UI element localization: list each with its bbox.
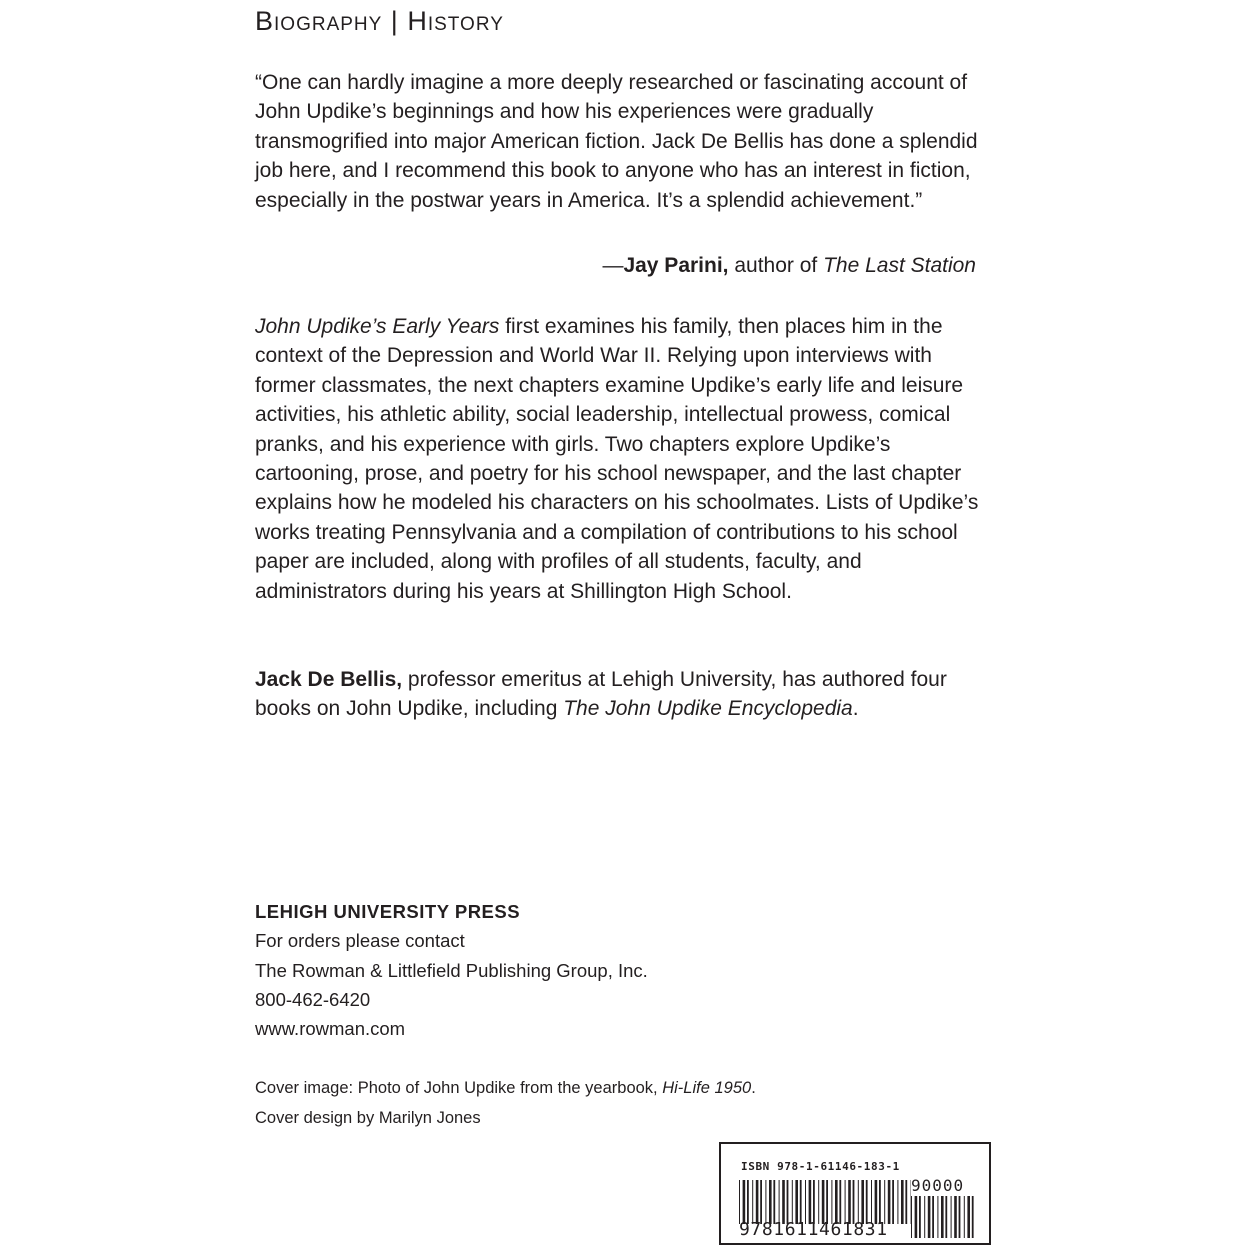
barcode-bar: [892, 1180, 894, 1224]
barcode-bar: [760, 1180, 762, 1224]
barcode-bar: [875, 1180, 878, 1224]
author-bio-text: professor emeritus at Lehigh University, has authored four books on John Updike, including: [255, 668, 947, 721]
author-book-title: The John Updike Encyclopedia: [563, 697, 853, 721]
barcode-bar: [897, 1180, 898, 1224]
endorser-name: Jay Parini,: [623, 254, 729, 277]
barcode-bar: [822, 1180, 825, 1224]
barcode-bar: [911, 1196, 912, 1238]
barcode-bar: [972, 1196, 974, 1238]
barcode-bar: [937, 1196, 938, 1238]
endorser-role: author of: [728, 254, 824, 277]
author-bio: [255, 665, 985, 724]
category-heading: Biography | History: [255, 6, 504, 36]
barcode-addon-bars: [911, 1196, 977, 1238]
barcode-bar: [967, 1196, 970, 1238]
publisher-block: [255, 897, 648, 1043]
barcode-bar: [848, 1180, 851, 1224]
barcode-bar: [932, 1196, 934, 1238]
barcode-bar: [756, 1180, 759, 1224]
barcode-bar: [941, 1196, 944, 1238]
cover-image-credit: [255, 1074, 756, 1104]
description-text: first examines his family, then places him in the context of the Depression and World War II. Relying upon interviews with former classmates, the next chapters examine Updike’s early life and leisure activities, his athletic ability, social leadership, intellectual prowess, comical pranks, and his experience with girls. Two chapters explore Updike’s cartooning, prose, and poetry for his school newspaper, and the last chapter explains how he modeled his characters on his schoolmates. Lists of Updike’s works treating Pennsylvania and a compilation of contributions to his school paper are included, along with profiles of all students, faculty, and administrators during his years at Shillington High School.: [255, 315, 979, 603]
barcode-bar: [888, 1180, 891, 1224]
barcode-bar: [813, 1180, 815, 1224]
barcode-bar: [739, 1180, 740, 1224]
barcode-bar: [861, 1180, 864, 1224]
barcode-bar: [915, 1196, 918, 1238]
distributor-name: The Rowman & Littlefield Publishing Group, Inc.: [255, 959, 648, 981]
cover-image-credit-text: Cover image: Photo of John Updike from the yearbook,: [255, 1079, 663, 1097]
barcode-bar: [773, 1180, 775, 1224]
quote-text: “One can hardly imagine a more deeply researched or fascinating account of John Updike’s beginnings and how his experiences were gradually transmogrified into major American fiction. Jack De Bellis has done a splendid job here, and I recommend this book to anyone who has an interest in fiction, especially in the postwar years in America. It’s a splendid achievement.”: [255, 71, 978, 212]
attribution-dash: —: [602, 254, 624, 277]
cover-image-source: Hi-Life 1950: [662, 1079, 752, 1097]
barcode-bar: [769, 1180, 772, 1224]
barcode-bar: [795, 1180, 798, 1224]
barcode-bar: [800, 1180, 802, 1224]
barcode-bar: [818, 1180, 819, 1224]
barcode-bar: [752, 1180, 753, 1224]
author-bio-end: .: [852, 697, 859, 721]
author-name: Jack De Bellis,: [255, 668, 403, 691]
barcode-bar: [951, 1196, 952, 1238]
barcode-bar: [905, 1180, 907, 1224]
barcode-bar: [879, 1180, 881, 1224]
book-title: John Updike’s Early Years: [255, 315, 500, 338]
barcode-bar: [858, 1180, 859, 1224]
cover-design-credit: Cover design by Marilyn Jones: [255, 1108, 481, 1127]
barcode-bar: [782, 1180, 785, 1224]
website: www.rowman.com: [255, 1018, 406, 1040]
barcode-bar: [809, 1180, 812, 1224]
addon-digits: 90000: [911, 1176, 965, 1195]
barcode-box: [719, 1142, 991, 1245]
barcode-bar: [779, 1180, 780, 1224]
ean-digits: 9781611461831: [739, 1219, 888, 1240]
book-description: [255, 312, 985, 606]
barcode-bar: [805, 1180, 806, 1224]
cover-image-credit-end: .: [751, 1079, 756, 1097]
endorser-work: The Last Station: [823, 254, 976, 277]
barcode-bar: [743, 1180, 746, 1224]
endorsement-attribution: [602, 254, 976, 278]
barcode-main-bars: [739, 1180, 911, 1224]
barcode-bar: [901, 1180, 904, 1224]
barcode-bar: [853, 1180, 855, 1224]
barcode-bar: [765, 1180, 766, 1224]
publisher-name: LEHIGH UNIVERSITY PRESS: [255, 901, 521, 922]
barcode-bar: [954, 1196, 957, 1238]
barcode-bar: [826, 1180, 828, 1224]
barcode-bar: [845, 1180, 846, 1224]
cover-credits: [255, 1074, 756, 1133]
barcode-bar: [787, 1180, 789, 1224]
barcode-bar: [924, 1196, 925, 1238]
barcode-bar: [919, 1196, 921, 1238]
endorsement-quote: [255, 68, 985, 215]
isbn-text: ISBN 978-1-61146-183-1: [741, 1160, 900, 1173]
barcode-bar: [866, 1180, 868, 1224]
barcode-bar: [959, 1196, 961, 1238]
barcode-bar: [871, 1180, 872, 1224]
phone-number: 800-462-6420: [255, 988, 371, 1010]
barcode-bar: [964, 1196, 965, 1238]
barcode-bar: [792, 1180, 793, 1224]
barcode-bar: [928, 1196, 931, 1238]
barcode-bar: [831, 1180, 832, 1224]
barcode-bar: [835, 1180, 838, 1224]
barcode-bar: [884, 1180, 885, 1224]
barcode-bar: [945, 1196, 947, 1238]
orders-line: For orders please contact: [255, 930, 465, 952]
barcode-bar: [839, 1180, 841, 1224]
barcode-bar: [747, 1180, 749, 1224]
